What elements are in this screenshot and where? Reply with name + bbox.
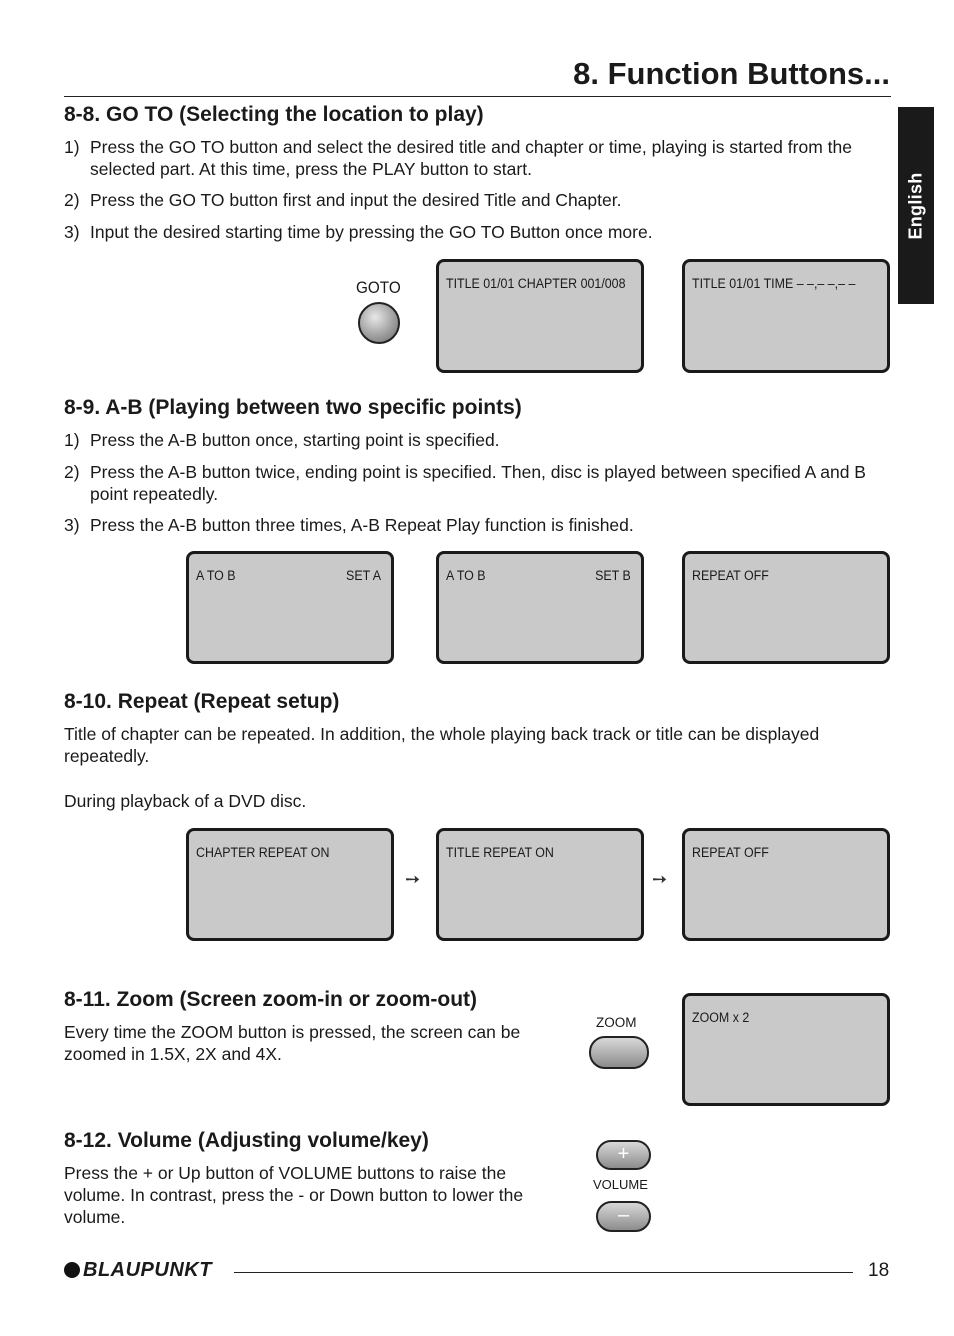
ab-item-1-text: Press the A-B button once, starting point is specified. bbox=[90, 430, 500, 450]
ab-screen-set-a-right: SET A bbox=[346, 568, 381, 583]
goto-item-2-num: 2) bbox=[64, 190, 80, 210]
zoom-screen bbox=[682, 993, 890, 1106]
brand-logo-dot-icon bbox=[64, 1262, 80, 1278]
repeat-screen-off bbox=[682, 828, 890, 941]
goto-screen-chapter bbox=[436, 259, 644, 373]
arrow-right-icon: ➙ bbox=[652, 869, 668, 889]
volume-up-button[interactable] bbox=[596, 1140, 651, 1170]
page-title: 8. Function Buttons... bbox=[573, 56, 890, 91]
ab-item-2-text: Press the A-B button twice, ending point is specified. Then, disc is played between specified A and B point repeatedly. bbox=[90, 462, 866, 504]
goto-button[interactable] bbox=[358, 302, 400, 344]
ab-heading: 8-9. A-B (Playing between two specific points) bbox=[64, 396, 522, 419]
ab-screen-set-b bbox=[436, 551, 644, 664]
repeat-screen-title bbox=[436, 828, 644, 941]
ab-screen-set-b-right: SET B bbox=[595, 568, 631, 583]
goto-item-1-num: 1) bbox=[64, 137, 80, 157]
language-tab bbox=[898, 107, 934, 304]
goto-item-1-text: Press the GO TO button and select the desired title and chapter or time, playing is started from the selected part. At this time, press the PLAY button to start. bbox=[90, 137, 852, 179]
repeat-screen-chapter-text: CHAPTER REPEAT ON bbox=[196, 845, 330, 860]
goto-screen-time-text: TITLE 01/01 TIME – –,– –,– – bbox=[692, 276, 856, 291]
ab-item-2-num: 2) bbox=[64, 462, 80, 482]
zoom-heading: 8-11. Zoom (Screen zoom-in or zoom-out) bbox=[64, 988, 478, 1011]
goto-button-label: GOTO bbox=[356, 278, 401, 297]
volume-down-button[interactable] bbox=[596, 1201, 651, 1232]
ab-item-1 bbox=[64, 429, 894, 451]
minus-icon: – bbox=[617, 1204, 630, 1226]
page-number: 18 bbox=[868, 1260, 890, 1281]
volume-heading: 8-12. Volume (Adjusting volume/key) bbox=[64, 1129, 429, 1152]
repeat-screen-off-text: REPEAT OFF bbox=[692, 845, 769, 860]
goto-item-3 bbox=[64, 221, 894, 243]
ab-screen-repeat-off-text: REPEAT OFF bbox=[692, 568, 769, 583]
plus-icon: + bbox=[617, 1143, 630, 1165]
zoom-text: Every time the ZOOM button is pressed, the screen can be zoomed in 1.5X, 2X and 4X. bbox=[64, 1022, 521, 1064]
repeat-heading: 8-10. Repeat (Repeat setup) bbox=[64, 690, 340, 713]
header-rule bbox=[64, 96, 891, 97]
goto-item-1 bbox=[64, 136, 894, 180]
goto-item-2-text: Press the GO TO button first and input the desired Title and Chapter. bbox=[90, 190, 622, 210]
volume-text: Press the + or Up button of VOLUME buttons to raise the volume. In contrast, press the - or Down button to lower the volume. bbox=[64, 1163, 524, 1227]
goto-item-3-text: Input the desired starting time by pressing the GO TO Button once more. bbox=[90, 222, 653, 242]
repeat-screen-title-text: TITLE REPEAT ON bbox=[446, 845, 554, 860]
ab-item-3-text: Press the A-B button three times, A-B Repeat Play function is finished. bbox=[90, 515, 634, 535]
brand-logo bbox=[64, 1259, 212, 1282]
language-tab-label: English bbox=[905, 171, 926, 240]
zoom-button-label: ZOOM bbox=[596, 1015, 637, 1030]
zoom-screen-text: ZOOM x 2 bbox=[692, 1010, 750, 1025]
ab-screen-set-a bbox=[186, 551, 394, 664]
repeat-text: Title of chapter can be repeated. In addition, the whole playing back track or title can be displayed repeatedly. bbox=[64, 724, 820, 766]
footer-rule bbox=[234, 1272, 853, 1273]
ab-screen-set-a-left: A TO B bbox=[196, 568, 236, 583]
repeat-note: During playback of a DVD disc. bbox=[64, 791, 307, 811]
goto-item-3-num: 3) bbox=[64, 222, 80, 242]
goto-item-2 bbox=[64, 189, 894, 211]
ab-screen-repeat-off bbox=[682, 551, 890, 664]
ab-item-3 bbox=[64, 514, 894, 536]
zoom-button[interactable] bbox=[589, 1036, 649, 1069]
goto-screen-chapter-text: TITLE 01/01 CHAPTER 001/008 bbox=[446, 276, 626, 291]
volume-label: VOLUME bbox=[593, 1177, 648, 1192]
ab-item-2 bbox=[64, 461, 894, 505]
brand-logo-text: BLAUPUNKT bbox=[83, 1259, 212, 1281]
ab-screen-set-b-left: A TO B bbox=[446, 568, 486, 583]
arrow-right-icon: ➙ bbox=[405, 869, 421, 889]
goto-screen-time bbox=[682, 259, 890, 373]
repeat-screen-chapter bbox=[186, 828, 394, 941]
goto-heading: 8-8. GO TO (Selecting the location to play) bbox=[64, 103, 484, 126]
ab-item-1-num: 1) bbox=[64, 430, 80, 450]
ab-item-3-num: 3) bbox=[64, 515, 80, 535]
